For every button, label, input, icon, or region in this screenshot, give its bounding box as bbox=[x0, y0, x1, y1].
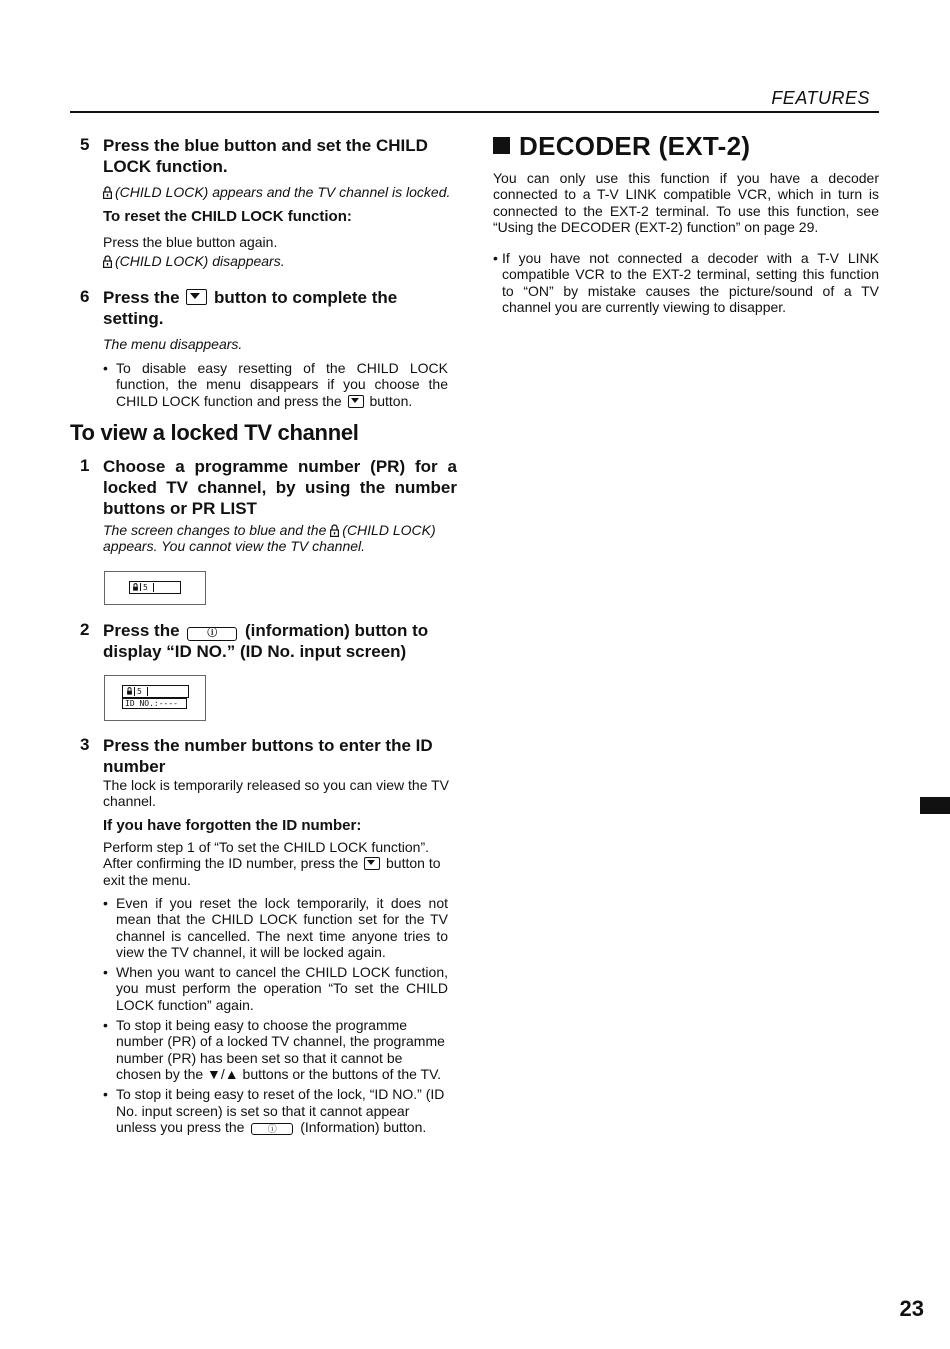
decoder-bullets bbox=[493, 250, 879, 319]
tv-button-icon bbox=[364, 857, 380, 870]
tv-screen-illustration bbox=[104, 571, 206, 605]
id-input-display: ID NO.:---- bbox=[122, 698, 187, 709]
pr-number: 5 bbox=[143, 583, 154, 592]
step-title: Press the blue button and set the CHILD LOCK function. bbox=[103, 136, 428, 176]
section-header-label: FEATURES bbox=[771, 88, 870, 108]
step-number: 5 bbox=[80, 135, 90, 154]
locked-screen-note: The screen changes to blue and the (CHILD LOCK) appears. You cannot view the TV channel. bbox=[103, 522, 436, 555]
lock-icon bbox=[330, 524, 339, 537]
tv-screen-illustration bbox=[104, 675, 206, 721]
lock-icon bbox=[103, 186, 112, 199]
square-bullet-icon bbox=[493, 137, 510, 154]
reset-line: Press the blue button again. bbox=[103, 234, 278, 250]
section-title: To view a locked TV channel bbox=[70, 420, 359, 445]
note-text: (CHILD LOCK) disappears. bbox=[115, 253, 285, 269]
step-title-post: button to complete the setting. bbox=[103, 288, 398, 328]
menu-button-icon bbox=[348, 395, 364, 408]
list-item: • To stop it being easy to reset of the lock, “ID NO.” (ID No. input screen) is set so that it cannot appear unless you press the ⓘ (Information) button. bbox=[103, 1086, 448, 1135]
page-number: 23 bbox=[899, 1296, 924, 1321]
info-button-icon: ⓘ bbox=[251, 1123, 293, 1135]
step-title: Press the number buttons to enter the ID number bbox=[103, 736, 433, 776]
header-rule bbox=[70, 111, 879, 113]
menu-disappears-note: The menu disappears. bbox=[103, 336, 243, 352]
lock-icon bbox=[131, 583, 141, 591]
step3-body: The lock is temporarily released so you can view the TV channel. bbox=[103, 777, 450, 810]
side-index-tab bbox=[920, 797, 950, 814]
list-item: • To stop it being easy to choose the programme number (PR) of a locked TV channel, the programme number (PR) has been set so that it cannot be chosen by the ▼/▲ buttons or the buttons of the TV. bbox=[103, 1017, 448, 1082]
forgot-id-body: Perform step 1 of “To set the CHILD LOCK function”. After confirming the ID number, press the button to exit the menu. bbox=[103, 839, 441, 888]
step-number: 2 bbox=[80, 620, 90, 639]
step6-bullets bbox=[103, 360, 448, 413]
list-item: • Even if you reset the lock temporarily, it does not mean that the CHILD LOCK function set for the TV channel is cancelled. The next time anyone tries to view the TV channel, it will be locked again. bbox=[103, 895, 448, 960]
step-title bbox=[103, 287, 443, 329]
lock-icon bbox=[103, 255, 112, 268]
pr-number: 5 bbox=[137, 687, 148, 696]
child-lock-note bbox=[103, 184, 463, 200]
forgot-id-heading: If you have forgotten the ID number: bbox=[103, 817, 362, 834]
info-button-icon: ⓘ bbox=[187, 627, 237, 641]
step-number: 3 bbox=[80, 735, 90, 754]
pr-display bbox=[122, 685, 189, 698]
reset-line-2 bbox=[103, 253, 285, 269]
decoder-section-title: DECODER (EXT-2) bbox=[493, 131, 750, 162]
step-title: Choose a programme number (PR) for a locked TV channel, by using the number buttons or PR LIST bbox=[103, 457, 457, 518]
step-title-pre: Press the bbox=[103, 288, 180, 307]
list-item: • If you have not connected a decoder with a T-V LINK compatible VCR to the EXT-2 terminal, setting this function to “ON” by mistake causes the picture/sound of a TV channel you are currently viewing to disapper. bbox=[493, 250, 879, 315]
note-text: (CHILD LOCK) appears and the TV channel is locked. bbox=[115, 184, 451, 200]
pr-display bbox=[129, 581, 181, 594]
step-number: 1 bbox=[80, 456, 90, 475]
menu-button-icon bbox=[186, 289, 207, 305]
lock-icon bbox=[124, 687, 135, 696]
list-item: • When you want to cancel the CHILD LOCK function, you must perform the operation “To set the CHILD LOCK function” again. bbox=[103, 964, 448, 1013]
reset-heading: To reset the CHILD LOCK function: bbox=[103, 208, 352, 225]
step3-bullets bbox=[103, 895, 448, 1139]
list-item: • To disable easy resetting of the CHILD LOCK function, the menu disappears if you choose the CHILD LOCK function and press the button. bbox=[103, 360, 448, 409]
step-title: Press the ⓘ (information) button to display “ID NO.” (ID No. input screen) bbox=[103, 621, 429, 661]
decoder-body: You can only use this function if you have a decoder connected to a T-V LINK compatible VCR, which in turn is connected to the EXT-2 terminal. To use this function, see “Using the DECODER (EXT-2) function” on page 29. bbox=[493, 170, 879, 235]
step-number: 6 bbox=[80, 287, 90, 306]
